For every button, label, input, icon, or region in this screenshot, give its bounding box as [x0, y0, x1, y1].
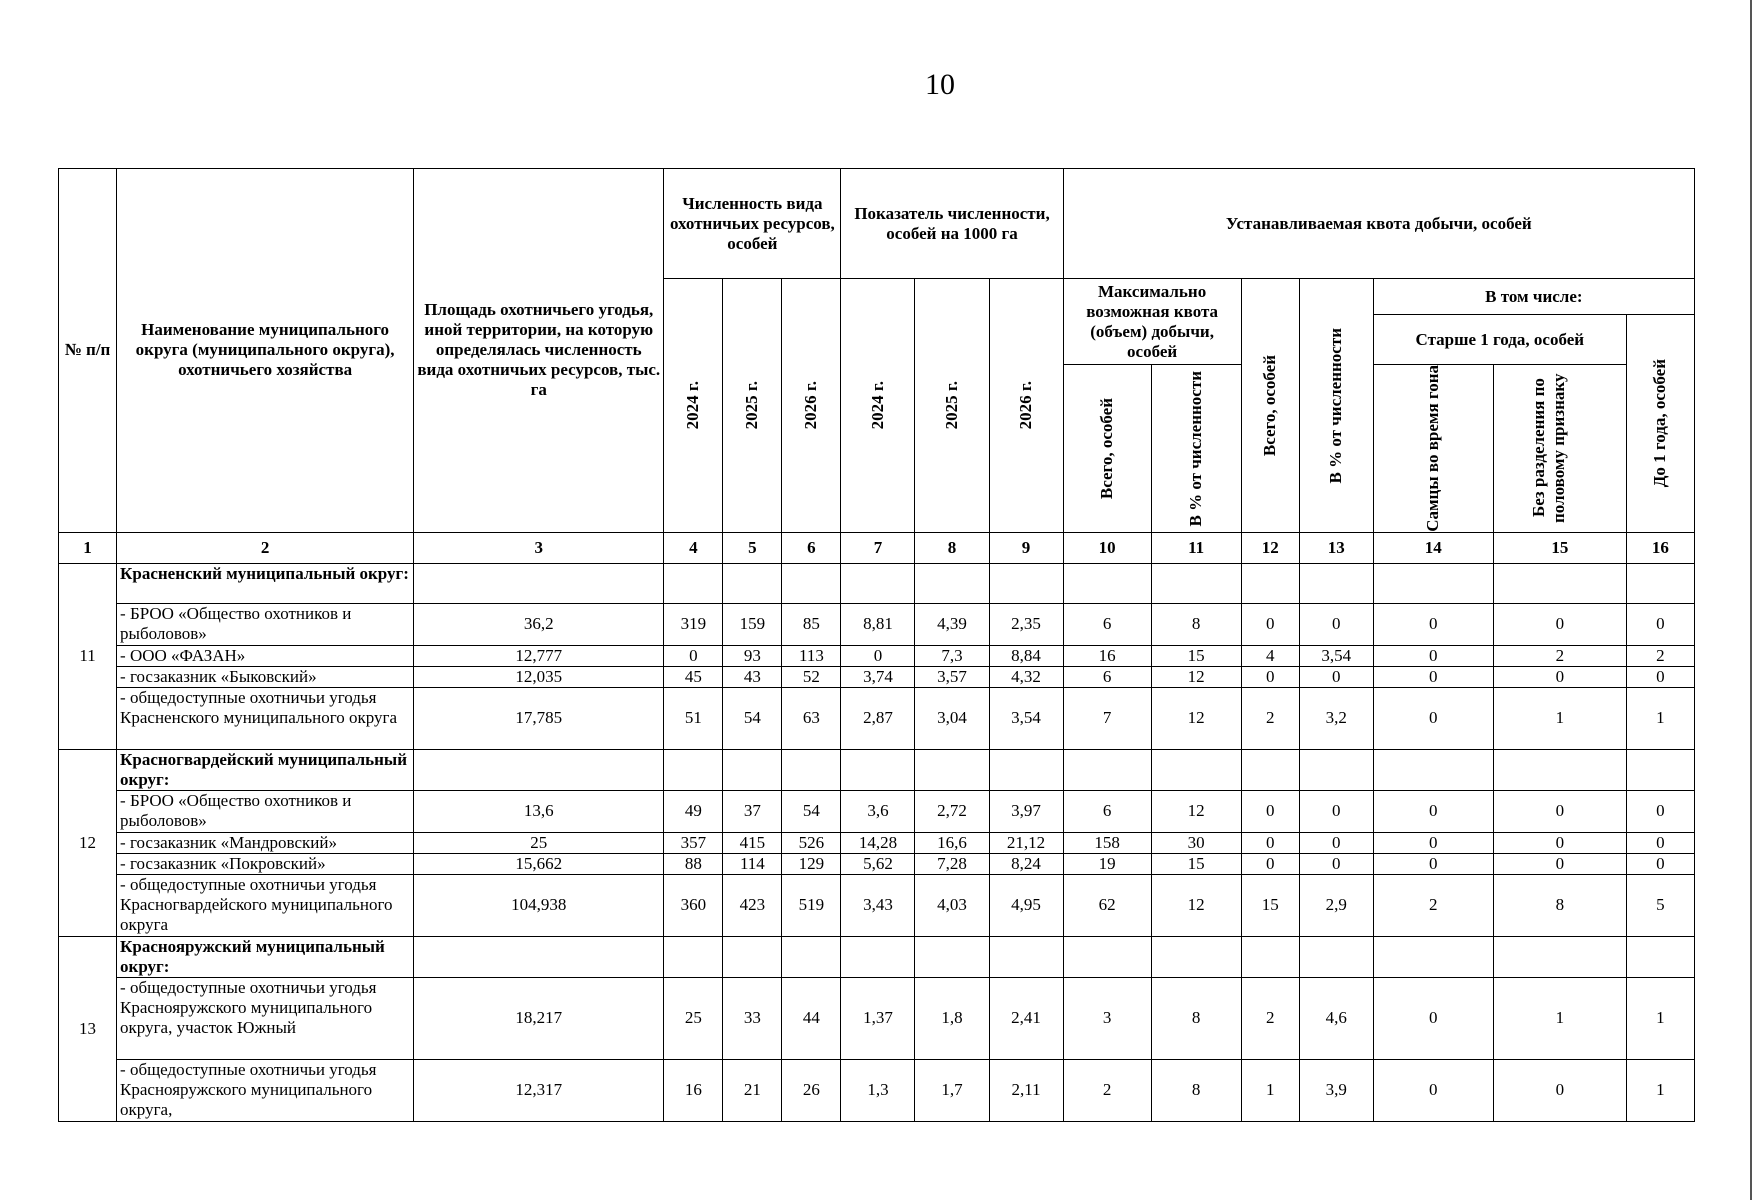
value-cell: 1,3 — [841, 1059, 915, 1121]
empty-cell — [723, 936, 782, 977]
column-number: 10 — [1063, 532, 1151, 563]
value-cell: 4,95 — [989, 874, 1063, 936]
value-cell: 13,6 — [414, 790, 664, 832]
value-cell: 12,317 — [414, 1059, 664, 1121]
value-cell: 3,54 — [989, 687, 1063, 749]
column-number: 4 — [664, 532, 723, 563]
value-cell: 0 — [1493, 603, 1626, 645]
value-cell: 36,2 — [414, 603, 664, 645]
value-cell: 30 — [1151, 832, 1241, 853]
value-cell: 2 — [1241, 977, 1299, 1059]
value-cell: 25 — [414, 832, 664, 853]
value-cell: 0 — [664, 645, 723, 666]
value-cell: 158 — [1063, 832, 1151, 853]
value-cell: 1,37 — [841, 977, 915, 1059]
district-title: Красненский муниципальный округ: — [117, 563, 414, 603]
column-number: 9 — [989, 532, 1063, 563]
empty-cell — [414, 749, 664, 790]
empty-cell — [1493, 749, 1626, 790]
empty-cell — [915, 936, 989, 977]
value-cell: 1 — [1626, 687, 1694, 749]
empty-cell — [989, 563, 1063, 603]
empty-cell — [989, 749, 1063, 790]
value-cell: 33 — [723, 977, 782, 1059]
value-cell: 0 — [1373, 645, 1493, 666]
column-number: 12 — [1241, 532, 1299, 563]
header-including: В том числе: — [1373, 279, 1694, 315]
table-row — [59, 687, 1695, 749]
page-number: 10 — [925, 68, 955, 101]
value-cell: 2 — [1493, 645, 1626, 666]
value-cell: 4,6 — [1299, 977, 1373, 1059]
row-number: 12 — [59, 749, 117, 936]
value-cell: 52 — [782, 666, 841, 687]
column-number: 5 — [723, 532, 782, 563]
column-number: 8 — [915, 532, 989, 563]
district-title: Краснояружский муниципальный округ: — [117, 936, 414, 977]
value-cell: 8 — [1151, 603, 1241, 645]
value-cell: 21 — [723, 1059, 782, 1121]
value-cell: 0 — [1241, 666, 1299, 687]
value-cell: 357 — [664, 832, 723, 853]
empty-cell — [782, 563, 841, 603]
value-cell: 37 — [723, 790, 782, 832]
table-row — [59, 666, 1695, 687]
header-density-2026: 2026 г. — [989, 279, 1063, 533]
value-cell: 63 — [782, 687, 841, 749]
empty-cell — [841, 749, 915, 790]
value-cell: 2 — [1241, 687, 1299, 749]
value-cell: 0 — [1299, 603, 1373, 645]
table-body — [59, 563, 1695, 1121]
empty-cell — [1241, 749, 1299, 790]
value-cell: 3,97 — [989, 790, 1063, 832]
table-row — [59, 790, 1695, 832]
group-title-row — [59, 936, 1695, 977]
value-cell: 12 — [1151, 874, 1241, 936]
value-cell: 360 — [664, 874, 723, 936]
value-cell: 0 — [1241, 790, 1299, 832]
hunting-ground-name: - общедоступные охотничьи угодья Краснояружского муниципального округа, участок Южный — [117, 977, 414, 1059]
value-cell: 88 — [664, 853, 723, 874]
value-cell: 3 — [1063, 977, 1151, 1059]
column-number: 1 — [59, 532, 117, 563]
empty-cell — [1241, 936, 1299, 977]
empty-cell — [915, 749, 989, 790]
column-number: 15 — [1493, 532, 1626, 563]
value-cell: 1 — [1626, 977, 1694, 1059]
column-number: 13 — [1299, 532, 1373, 563]
empty-cell — [1151, 563, 1241, 603]
hunting-ground-name: - общедоступные охотничьи угодья Красногвардейского муниципального округа — [117, 874, 414, 936]
value-cell: 0 — [1373, 977, 1493, 1059]
header-density-2024: 2024 г. — [841, 279, 915, 533]
header-under-1: До 1 года, особей — [1626, 315, 1694, 533]
value-cell: 43 — [723, 666, 782, 687]
quota-table — [58, 168, 1695, 1122]
value-cell: 54 — [782, 790, 841, 832]
value-cell: 2 — [1626, 645, 1694, 666]
value-cell: 62 — [1063, 874, 1151, 936]
empty-cell — [1063, 936, 1151, 977]
value-cell: 14,28 — [841, 832, 915, 853]
table-row — [59, 853, 1695, 874]
value-cell: 0 — [1626, 790, 1694, 832]
column-number: 3 — [414, 532, 664, 563]
value-cell: 3,9 — [1299, 1059, 1373, 1121]
value-cell: 2 — [1063, 1059, 1151, 1121]
value-cell: 1,7 — [915, 1059, 989, 1121]
empty-cell — [723, 749, 782, 790]
value-cell: 0 — [1373, 790, 1493, 832]
value-cell: 8 — [1151, 977, 1241, 1059]
empty-cell — [723, 563, 782, 603]
value-cell: 0 — [1373, 853, 1493, 874]
column-number: 14 — [1373, 532, 1493, 563]
value-cell: 104,938 — [414, 874, 664, 936]
header-max-quota: Максимально возможная квота (объем) добычи, особей — [1063, 279, 1241, 365]
value-cell: 0 — [1373, 1059, 1493, 1121]
value-cell: 21,12 — [989, 832, 1063, 853]
column-number: 16 — [1626, 532, 1694, 563]
value-cell: 6 — [1063, 790, 1151, 832]
empty-cell — [1626, 749, 1694, 790]
value-cell: 0 — [1241, 603, 1299, 645]
value-cell: 3,6 — [841, 790, 915, 832]
value-cell: 0 — [1626, 832, 1694, 853]
empty-cell — [414, 563, 664, 603]
value-cell: 0 — [1241, 853, 1299, 874]
value-cell: 8 — [1151, 1059, 1241, 1121]
value-cell: 17,785 — [414, 687, 664, 749]
empty-cell — [989, 936, 1063, 977]
value-cell: 7 — [1063, 687, 1151, 749]
column-numbers-row — [59, 532, 1695, 563]
value-cell: 7,3 — [915, 645, 989, 666]
value-cell: 415 — [723, 832, 782, 853]
value-cell: 519 — [782, 874, 841, 936]
value-cell: 0 — [1626, 666, 1694, 687]
empty-cell — [1151, 936, 1241, 977]
table-row — [59, 645, 1695, 666]
value-cell: 26 — [782, 1059, 841, 1121]
value-cell: 3,57 — [915, 666, 989, 687]
header-pop-2025: 2025 г. — [723, 279, 782, 533]
value-cell: 0 — [841, 645, 915, 666]
value-cell: 25 — [664, 977, 723, 1059]
empty-cell — [1493, 936, 1626, 977]
empty-cell — [414, 936, 664, 977]
empty-cell — [1241, 563, 1299, 603]
value-cell: 5 — [1626, 874, 1694, 936]
header-density-2025: 2025 г. — [915, 279, 989, 533]
header-pop-2026: 2026 г. — [782, 279, 841, 533]
value-cell: 4,32 — [989, 666, 1063, 687]
table-row — [59, 874, 1695, 936]
header-density-group: Показатель численности, особей на 1000 га — [841, 169, 1063, 279]
value-cell: 54 — [723, 687, 782, 749]
value-cell: 93 — [723, 645, 782, 666]
value-cell: 8,81 — [841, 603, 915, 645]
value-cell: 8,24 — [989, 853, 1063, 874]
value-cell: 2,87 — [841, 687, 915, 749]
value-cell: 0 — [1373, 687, 1493, 749]
value-cell: 2,11 — [989, 1059, 1063, 1121]
empty-cell — [1299, 749, 1373, 790]
value-cell: 6 — [1063, 666, 1151, 687]
value-cell: 1,8 — [915, 977, 989, 1059]
value-cell: 0 — [1493, 666, 1626, 687]
value-cell: 3,74 — [841, 666, 915, 687]
header-older: Старше 1 года, особей — [1373, 315, 1626, 365]
hunting-ground-name: - общедоступные охотничьи угодья Красненского муниципального округа — [117, 687, 414, 749]
value-cell: 1 — [1493, 977, 1626, 1059]
value-cell: 4 — [1241, 645, 1299, 666]
value-cell: 114 — [723, 853, 782, 874]
table-row — [59, 977, 1695, 1059]
value-cell: 423 — [723, 874, 782, 936]
value-cell: 12,777 — [414, 645, 664, 666]
header-pct-13: В % от численности — [1299, 279, 1373, 533]
header-name: Наименование муниципального округа (муниципального округа), охотничьего хозяйства — [117, 169, 414, 533]
column-number: 7 — [841, 532, 915, 563]
value-cell: 0 — [1299, 666, 1373, 687]
empty-cell — [664, 563, 723, 603]
value-cell: 159 — [723, 603, 782, 645]
district-title: Красногвардейский муниципальный округ: — [117, 749, 414, 790]
empty-cell — [782, 936, 841, 977]
header-nosex: Без разделения по половому признаку — [1493, 365, 1626, 533]
header-area: Площадь охотничьего угодья, иной территории, на которую определялась численность вида охотничьих ресурсов, тыс. га — [414, 169, 664, 533]
value-cell: 8,84 — [989, 645, 1063, 666]
value-cell: 12 — [1151, 790, 1241, 832]
value-cell: 16 — [1063, 645, 1151, 666]
header-total-12: Всего, особей — [1241, 279, 1299, 533]
empty-cell — [1493, 563, 1626, 603]
value-cell: 113 — [782, 645, 841, 666]
value-cell: 85 — [782, 603, 841, 645]
value-cell: 319 — [664, 603, 723, 645]
header-quota-group: Устанавливаемая квота добычи, особей — [1063, 169, 1694, 279]
empty-cell — [782, 749, 841, 790]
value-cell: 4,03 — [915, 874, 989, 936]
value-cell: 0 — [1373, 666, 1493, 687]
hunting-ground-name: - общедоступные охотничьи угодья Краснояружского муниципального округа, — [117, 1059, 414, 1121]
value-cell: 44 — [782, 977, 841, 1059]
empty-cell — [1299, 563, 1373, 603]
value-cell: 0 — [1493, 853, 1626, 874]
value-cell: 12 — [1151, 687, 1241, 749]
empty-cell — [1373, 563, 1493, 603]
value-cell: 8 — [1493, 874, 1626, 936]
scan-edge-line — [1750, 0, 1752, 1200]
header-total-10: Всего, особей — [1063, 365, 1151, 533]
value-cell: 0 — [1299, 832, 1373, 853]
value-cell: 51 — [664, 687, 723, 749]
row-number: 13 — [59, 936, 117, 1121]
table-row — [59, 832, 1695, 853]
table-row — [59, 603, 1695, 645]
value-cell: 0 — [1493, 790, 1626, 832]
value-cell: 1 — [1493, 687, 1626, 749]
value-cell: 3,43 — [841, 874, 915, 936]
value-cell: 3,04 — [915, 687, 989, 749]
value-cell: 18,217 — [414, 977, 664, 1059]
header-row-number: № п/п — [59, 169, 117, 533]
value-cell: 0 — [1493, 832, 1626, 853]
column-number: 2 — [117, 532, 414, 563]
empty-cell — [1626, 936, 1694, 977]
value-cell: 0 — [1299, 853, 1373, 874]
value-cell: 2 — [1373, 874, 1493, 936]
quota-table-container — [58, 168, 1695, 1122]
hunting-ground-name: - госзаказник «Мандровский» — [117, 832, 414, 853]
value-cell: 15,662 — [414, 853, 664, 874]
empty-cell — [1063, 563, 1151, 603]
empty-cell — [1373, 936, 1493, 977]
value-cell: 0 — [1493, 1059, 1626, 1121]
value-cell: 16 — [664, 1059, 723, 1121]
header-pct-11: В % от численности — [1151, 365, 1241, 533]
group-title-row — [59, 563, 1695, 603]
hunting-ground-name: - БРОО «Общество охотников и рыболовов» — [117, 603, 414, 645]
column-number: 6 — [782, 532, 841, 563]
empty-cell — [1373, 749, 1493, 790]
value-cell: 129 — [782, 853, 841, 874]
value-cell: 6 — [1063, 603, 1151, 645]
header-males: Самцы во время гона — [1373, 365, 1493, 533]
value-cell: 5,62 — [841, 853, 915, 874]
hunting-ground-name: - госзаказник «Быковский» — [117, 666, 414, 687]
value-cell: 2,35 — [989, 603, 1063, 645]
empty-cell — [664, 936, 723, 977]
value-cell: 15 — [1151, 853, 1241, 874]
value-cell: 526 — [782, 832, 841, 853]
value-cell: 19 — [1063, 853, 1151, 874]
value-cell: 3,2 — [1299, 687, 1373, 749]
empty-cell — [664, 749, 723, 790]
value-cell: 0 — [1373, 832, 1493, 853]
empty-cell — [841, 936, 915, 977]
value-cell: 45 — [664, 666, 723, 687]
hunting-ground-name: - БРОО «Общество охотников и рыболовов» — [117, 790, 414, 832]
empty-cell — [1626, 563, 1694, 603]
table-header — [59, 169, 1695, 564]
hunting-ground-name: - госзаказник «Покровский» — [117, 853, 414, 874]
value-cell: 15 — [1241, 874, 1299, 936]
value-cell: 1 — [1241, 1059, 1299, 1121]
value-cell: 16,6 — [915, 832, 989, 853]
empty-cell — [841, 563, 915, 603]
header-pop-2024: 2024 г. — [664, 279, 723, 533]
value-cell: 3,54 — [1299, 645, 1373, 666]
value-cell: 1 — [1626, 1059, 1694, 1121]
value-cell: 0 — [1626, 853, 1694, 874]
hunting-ground-name: - ООО «ФАЗАН» — [117, 645, 414, 666]
column-number: 11 — [1151, 532, 1241, 563]
empty-cell — [1151, 749, 1241, 790]
value-cell: 12 — [1151, 666, 1241, 687]
value-cell: 2,72 — [915, 790, 989, 832]
value-cell: 0 — [1373, 603, 1493, 645]
value-cell: 7,28 — [915, 853, 989, 874]
value-cell: 4,39 — [915, 603, 989, 645]
value-cell: 0 — [1299, 790, 1373, 832]
empty-cell — [915, 563, 989, 603]
value-cell: 49 — [664, 790, 723, 832]
value-cell: 0 — [1626, 603, 1694, 645]
row-number: 11 — [59, 563, 117, 749]
value-cell: 12,035 — [414, 666, 664, 687]
table-row — [59, 1059, 1695, 1121]
empty-cell — [1299, 936, 1373, 977]
value-cell: 2,9 — [1299, 874, 1373, 936]
value-cell: 15 — [1151, 645, 1241, 666]
empty-cell — [1063, 749, 1151, 790]
value-cell: 0 — [1241, 832, 1299, 853]
header-population-group: Численность вида охотничьих ресурсов, особей — [664, 169, 841, 279]
value-cell: 2,41 — [989, 977, 1063, 1059]
group-title-row — [59, 749, 1695, 790]
